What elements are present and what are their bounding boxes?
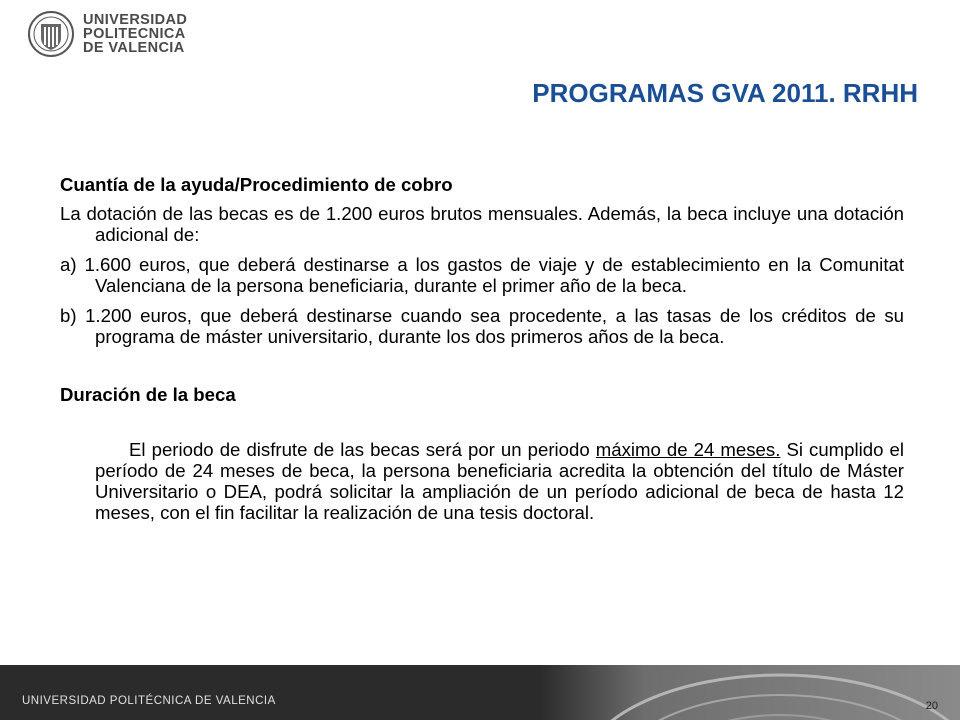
duracion-text-end: Si cumplido el período de 24 meses de beca, la persona beneficiaria acredita la obtención del título de Máster Universitario o DEA, podrá solicitar la ampliación de un período adicional de beca de hasta 12 meses, con el fin facilitar la realización de una tesis doctoral.: [95, 439, 904, 523]
seal-photo-icon: [540, 665, 960, 720]
list-item-a: a) 1.600 euros, que deberá destinarse a los gastos de viaje y de establecimiento en la Comunitat Valenciana de la persona beneficiaria, durante el primer año de la beca.: [60, 254, 904, 296]
university-name: [83, 13, 187, 55]
section-heading-duracion: Duración de la beca: [60, 384, 236, 405]
slide-content: [60, 174, 904, 532]
duracion-text-start: El periodo de disfrute de las becas será por un periodo: [129, 439, 596, 460]
paragraph-duracion: [60, 439, 904, 523]
footer-bar: [0, 665, 960, 720]
paragraph-dotacion: La dotación de las becas es de 1.200 euros brutos mensuales. Además, la beca incluye una dotación adicional de:: [60, 203, 904, 245]
logo-line-2: POLITECNICA: [83, 26, 186, 42]
slide-title: PROGRAMAS GVA 2011. RRHH: [532, 78, 918, 108]
university-seal-icon: [27, 10, 75, 58]
logo-line-3: DE VALENCIA: [83, 40, 185, 56]
logo-line-1: UNIVERSIDAD: [83, 12, 188, 28]
page-number: 20: [925, 700, 938, 712]
university-logo: [27, 10, 187, 58]
footer-university-name: UNIVERSIDAD POLITÉCNICA DE VALENCIA: [22, 695, 276, 707]
duracion-underlined: máximo de 24 meses.: [595, 439, 781, 460]
list-item-b: b) 1.200 euros, que deberá destinarse cuando sea procedente, a las tasas de los créditos de su programa de máster universitario, durante los dos primeros años de la beca.: [60, 305, 904, 347]
section-heading-cuantia: Cuantía de la ayuda/Procedimiento de cobro: [60, 174, 453, 195]
